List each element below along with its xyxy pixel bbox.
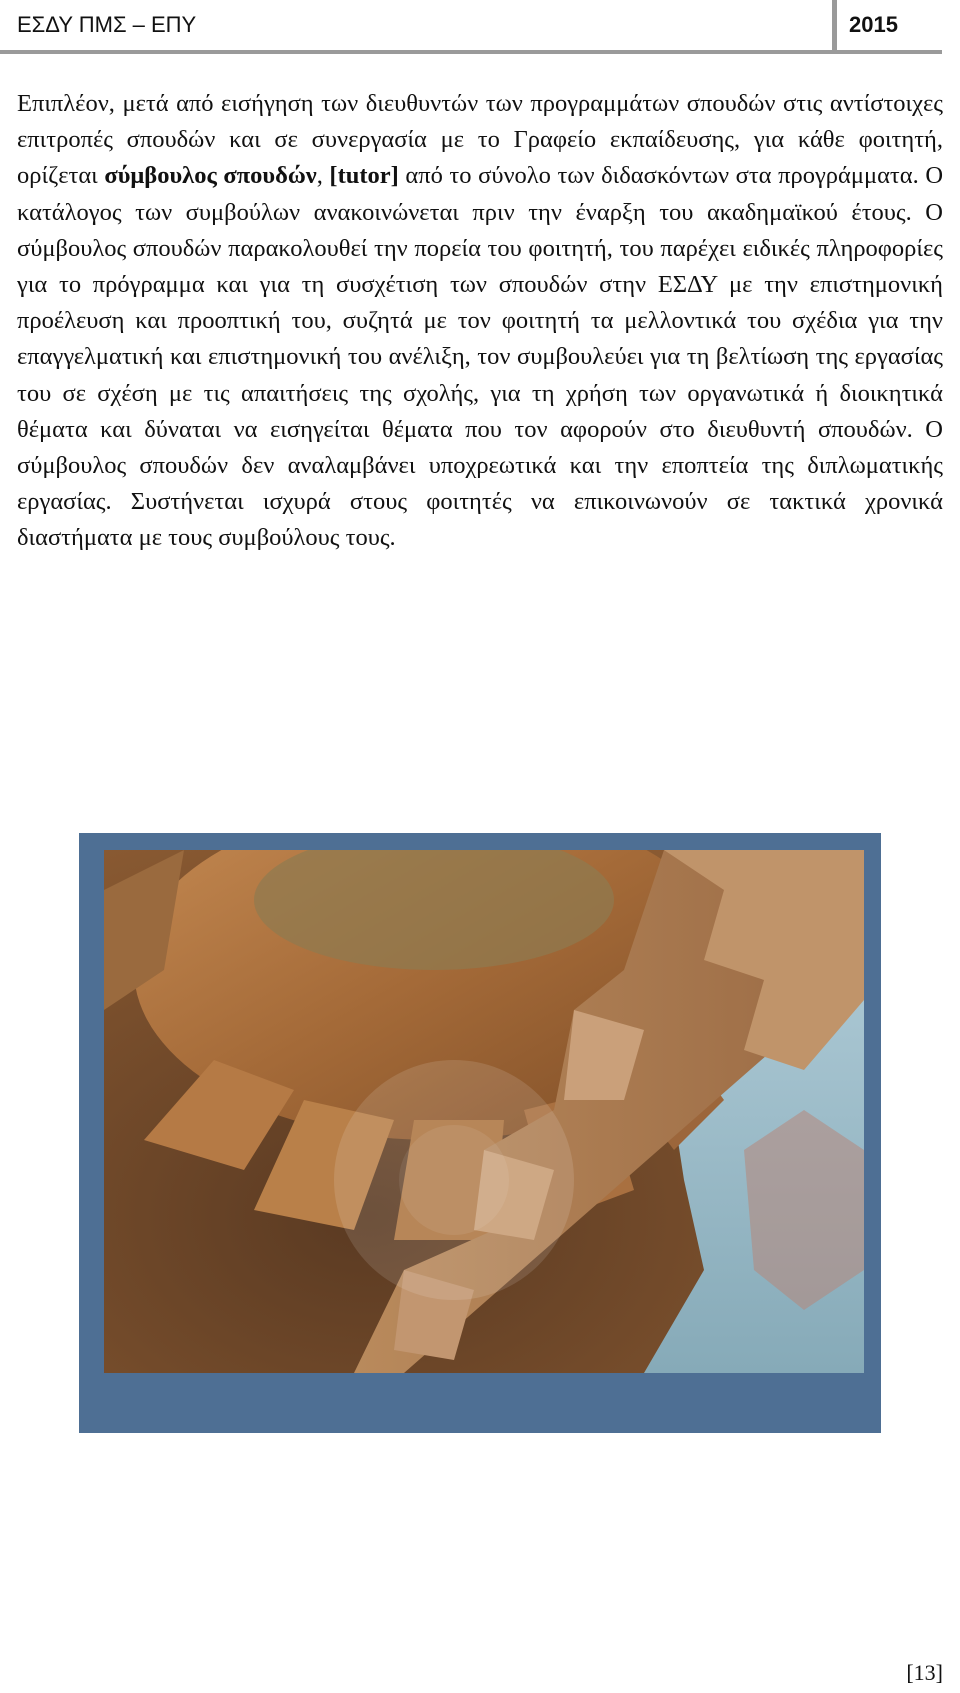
header-divider	[832, 0, 837, 52]
body-text-part3: από το σύνολο των διδασκόντων στα προγράμματα. Ο κατάλογος των συμβούλων ανακοινώνεται πριν την έναρξη του ακαδημαϊκού έτους. Ο σύμβουλος σπουδών παρακολουθεί την πορεία του φοιτητή, του παρέχει ειδικές πληροφορίες για το πρόγραμμα και για τη συσχέτιση των σπουδών στην ΕΣΔΥ με την επιστημονική προέλευση και προοπτική του, συζητά με τον φοιτητή τα μελλοντικά του σχέδια για την επαγγελματική και επιστημονική του ανέλιξη, τον συμβουλεύει για τη βελτίωση της εργασίας του σε σχέση με τις απαιτήσεις της σχολής, για τη χρήση των οργανωτικά ή διοικητικά θέματα και δύναται να εισηγείται θέματα που τον αφορούν στο διευθυντή σπουδών. Ο σύμβουλος σπουδών δεν αναλαμβάνει υποχρεωτικά και την εποπτεία της διπλωματικής εργασίας. Συστήνεται ισχυρά στους φοιτητές να επικοινωνούν σε τακτικά χρονικά διαστήματα με τους συμβούλους τους.	[17, 162, 944, 552]
gears-illustration	[104, 850, 864, 1373]
body-paragraph	[17, 86, 943, 557]
rusty-gears-photo	[104, 850, 864, 1373]
header-title: ΕΣΔΥ ΠΜΣ – ΕΠΥ	[17, 12, 197, 37]
header-rule	[0, 50, 942, 54]
header-year: 2015	[849, 12, 898, 37]
figure-frame	[79, 833, 881, 1433]
body-bold-tutor: [tutor]	[329, 162, 399, 190]
page-number: [13]	[906, 1660, 943, 1685]
body-bold-advisor: σύμβουλος σπουδών	[104, 162, 317, 190]
body-text-part1: Επιπλέον, μετά από εισήγηση των διευθυντών των προγραμμάτων σπουδών στις αντίστοιχες επιτροπές σπουδών και σε συνεργασία με το Γραφείο εκπαίδευσης, για κάθε φοιτητή, ορίζεται	[17, 90, 943, 190]
page-header	[0, 0, 960, 56]
body-text-part2: ,	[316, 162, 330, 190]
